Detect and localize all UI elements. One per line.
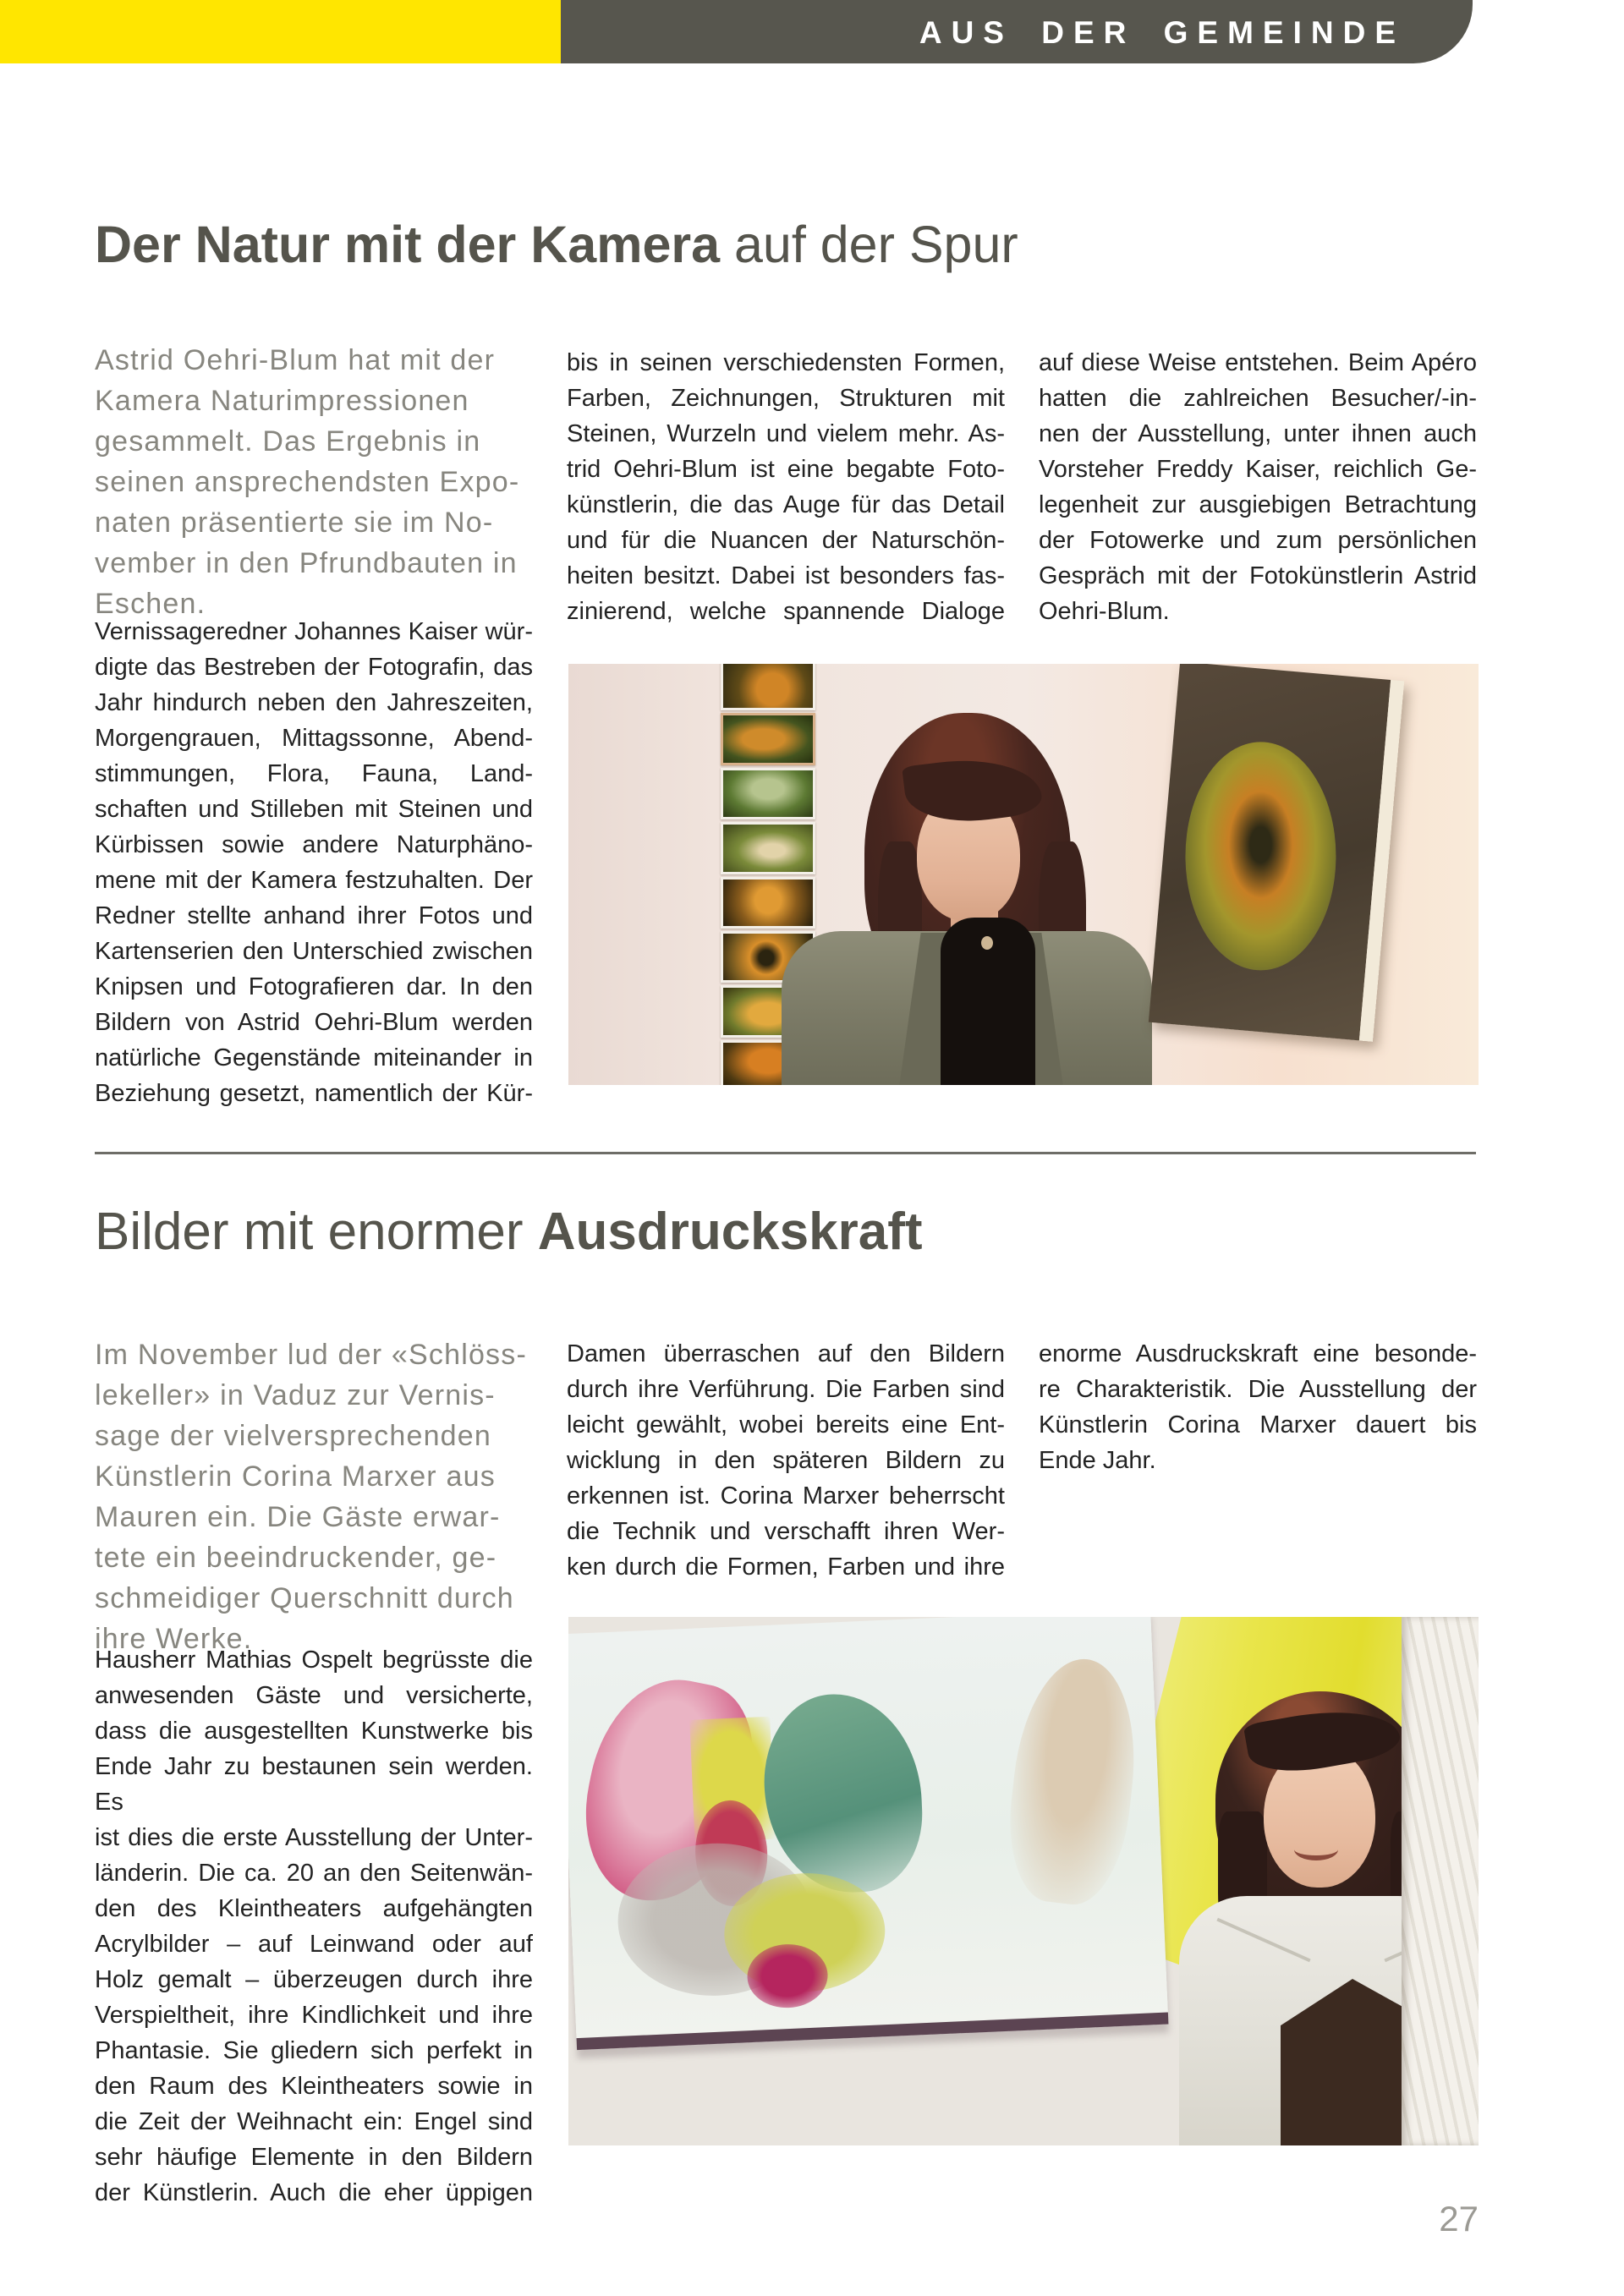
text-line: Kartenserien den Unterschied zwischen — [95, 938, 533, 965]
text-line: Hausherr Mathias Ospelt begrüsste die — [95, 1647, 533, 1674]
article2-headline — [95, 1204, 923, 1260]
text-line: leicht gewählt, wobei bereits eine Ent- — [567, 1411, 1005, 1438]
article1-photo — [568, 664, 1479, 1085]
text-line: schaften und Stilleben mit Steinen und — [95, 796, 533, 823]
article1-headline-light: auf der Spur — [720, 216, 1018, 273]
text-line: die Technik und verschafft ihren Wer- — [567, 1518, 1005, 1545]
text-line: Kürbissen sowie andere Naturphäno- — [95, 831, 533, 858]
photo1-necklace — [981, 936, 993, 950]
yellow-accent-bar — [0, 0, 561, 63]
text-line: erkennen ist. Corina Marxer beherrscht — [567, 1482, 1005, 1510]
text-line: Eschen. — [95, 588, 206, 620]
text-line: Künstlerin Corina Marxer dauert bis — [1039, 1411, 1477, 1438]
text-line: nen der Ausstellung, unter ihnen auch — [1039, 420, 1477, 447]
text-line: Ende Jahr zu bestaunen sein werden. Es — [95, 1753, 533, 1816]
text-line: vember in den Pfrundbauten in — [95, 547, 518, 579]
text-line: auf diese Weise entstehen. Beim Apéro — [1039, 349, 1477, 376]
text-line: Beziehung gesetzt, namentlich der Kür- — [95, 1080, 533, 1107]
text-line: ihre Werke. — [95, 1623, 253, 1655]
text-line: ken durch die Formen, Farben und ihre — [567, 1553, 1005, 1581]
text-line: schmeidiger Querschnitt durch — [95, 1582, 514, 1614]
text-line: der Künstlerin. Auch die eher üppigen — [95, 2179, 533, 2206]
photo2-angel-motif — [1001, 1652, 1146, 1910]
text-line: re Charakteristik. Die Ausstellung der — [1039, 1376, 1477, 1403]
text-line: den des Kleintheaters aufgehängten — [95, 1895, 533, 1922]
text-line: dass die ausgestellten Kunstwerke bis — [95, 1718, 533, 1745]
text-line: Im November lud der «Schlöss- — [95, 1339, 527, 1371]
article1-column2 — [567, 345, 1005, 629]
text-line: Künstlerin Corina Marxer aus — [95, 1460, 496, 1493]
text-line: künstlerin, die das Auge für das Detail — [567, 491, 1005, 518]
text-line: trid Oehri-Blum ist eine begabte Foto- — [567, 456, 1005, 483]
text-line: naten präsentierte sie im No- — [95, 507, 494, 539]
text-line: Mauren ein. Die Gäste erwar- — [95, 1501, 501, 1533]
text-line: tete ein beeindruckender, ge- — [95, 1542, 497, 1574]
text-line: heiten besitzt. Dabei ist besonders fas- — [567, 562, 1005, 589]
page-number: 27 — [1439, 2199, 1479, 2238]
text-line: Oehri-Blum. — [1039, 598, 1170, 625]
text-line: sehr häufige Elemente in den Bildern — [95, 2144, 533, 2171]
text-line: bis in seinen verschiedensten Formen, — [567, 349, 1005, 376]
photo1-artwork-pumpkin — [1149, 664, 1404, 1042]
text-line: mene mit der Kamera festzuhalten. Der — [95, 867, 533, 894]
article2-column2 — [567, 1336, 1005, 1585]
article1-headline — [95, 216, 1018, 272]
text-line: Gespräch mit der Fotokünstlerin Astrid — [1039, 562, 1477, 589]
text-line: sage der vielversprechenden — [95, 1420, 492, 1452]
text-line: Damen überraschen auf den Bildern — [567, 1340, 1005, 1367]
text-line: anwesenden Gäste und versicherte, — [95, 1682, 533, 1709]
text-line: durch ihre Verführung. Die Farben sind — [567, 1376, 1005, 1403]
text-line: Knipsen und Fotografieren dar. In den — [95, 973, 533, 1000]
article1-column1 — [95, 614, 533, 1111]
text-line: Kamera Naturimpressionen — [95, 385, 469, 417]
article2-column1 — [95, 1642, 533, 2211]
text-line: seinen ansprechendsten Expo- — [95, 466, 520, 498]
text-line: Bildern von Astrid Oehri-Blum werden — [95, 1009, 533, 1036]
text-line: Steinen, Wurzeln und vielem mehr. As- — [567, 420, 1005, 447]
section-banner-label: AUS DER GEMEINDE — [919, 15, 1405, 50]
text-line: stimmungen, Flora, Fauna, Land- — [95, 760, 533, 787]
text-line: und für die Nuancen der Naturschön- — [567, 527, 1005, 554]
text-line: lekeller» in Vaduz zur Vernis- — [95, 1379, 496, 1411]
photo2-painting — [568, 1617, 1168, 2050]
article2-intro — [95, 1334, 536, 1659]
text-line: den Raum des Kleintheaters sowie in — [95, 2073, 533, 2100]
section-banner — [561, 0, 1473, 63]
photo2-wall-pillar — [1402, 1617, 1479, 2145]
text-line: länderin. Die ca. 20 an den Seitenwän- — [95, 1860, 533, 1887]
text-line: Verspieltheit, ihre Kindlichkeit und ihre — [95, 2002, 533, 2029]
article1-column3 — [1039, 345, 1477, 629]
text-line: Phantasie. Sie gliedern sich perfekt in — [95, 2037, 533, 2064]
text-line: Acrylbilder – auf Leinwand oder auf — [95, 1931, 533, 1958]
text-line: Redner stellte anhand ihrer Fotos und — [95, 902, 533, 929]
text-line: Jahr hindurch neben den Jahreszeiten, — [95, 689, 533, 716]
text-line: enorme Ausdruckskraft eine besonde- — [1039, 1340, 1477, 1367]
text-line: wicklung in den späteren Bildern zu — [567, 1447, 1005, 1474]
article1-intro — [95, 340, 536, 624]
article2-column3 — [1039, 1336, 1477, 1478]
text-line: ist dies die erste Ausstellung der Unter- — [95, 1824, 533, 1851]
text-line: die Zeit der Weihnacht ein: Engel sind — [95, 2108, 533, 2135]
article2-headline-light: Bilder mit enormer — [95, 1203, 538, 1261]
text-line: der Fotowerke und zum persönlichen — [1039, 527, 1477, 554]
article2-headline-bold: Ausdruckskraft — [537, 1203, 923, 1261]
text-line: zinierend, welche spannende Dialoge — [567, 598, 1005, 625]
section-divider — [95, 1152, 1476, 1154]
text-line: Holz gemalt – überzeugen durch ihre — [95, 1966, 533, 1993]
text-line: natürliche Gegenstände miteinander in — [95, 1044, 533, 1071]
article2-photo — [568, 1617, 1479, 2145]
text-line: Morgengrauen, Mittagssonne, Abend- — [95, 725, 533, 752]
text-line: Farben, Zeichnungen, Strukturen mit — [567, 385, 1005, 412]
text-line: digte das Bestreben der Fotografin, das — [95, 654, 533, 681]
text-line: hatten die zahlreichen Besucher/-in- — [1039, 385, 1477, 412]
text-line: Vernissageredner Johannes Kaiser wür- — [95, 618, 533, 645]
text-line: gesammelt. Das Ergebnis in — [95, 425, 481, 458]
text-line: legenheit zur ausgiebigen Betrachtung — [1039, 491, 1477, 518]
text-line: Astrid Oehri-Blum hat mit der — [95, 344, 496, 376]
text-line: Vorsteher Freddy Kaiser, reichlich Ge- — [1039, 456, 1477, 483]
article1-headline-bold: Der Natur mit der Kamera — [95, 216, 721, 273]
text-line: Ende Jahr. — [1039, 1447, 1156, 1474]
